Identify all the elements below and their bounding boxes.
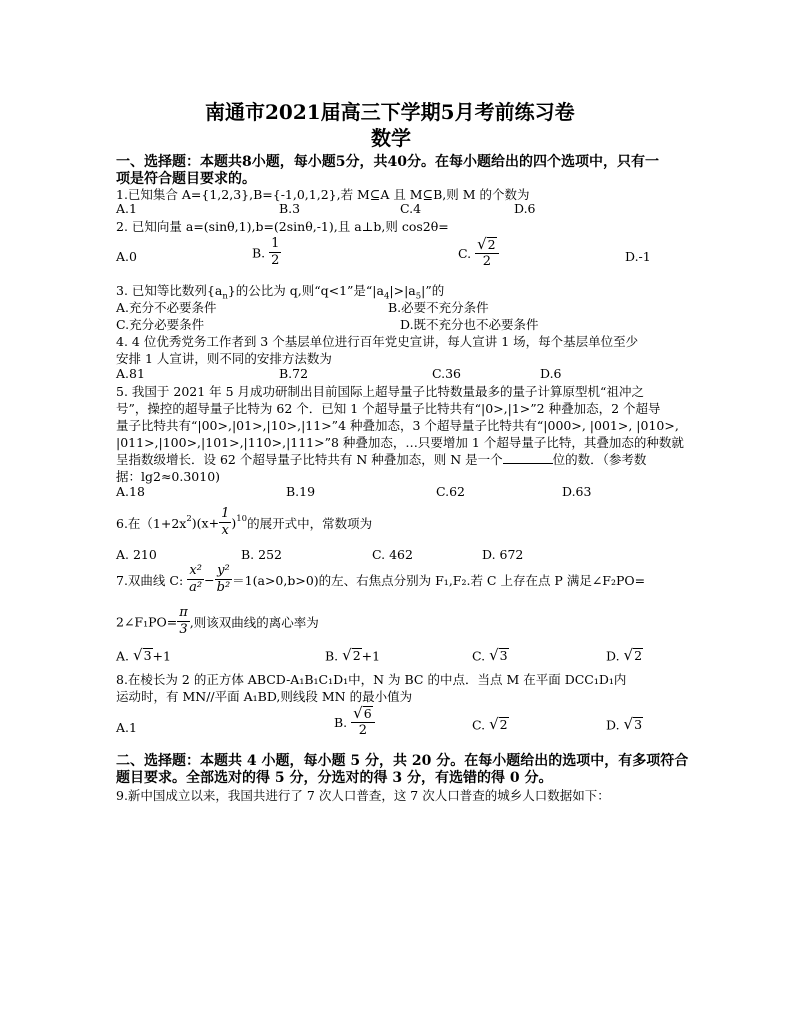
sqrt-icon: √ (489, 715, 499, 734)
question-8-line2: 运动时，有 MN//平面 A₁BD,则线段 MN 的最小值为 (116, 689, 413, 704)
q6-option-d: D. 672 (482, 547, 524, 562)
q5-option-c: C.62 (436, 484, 465, 499)
q7-fraction-pi: $\frac{\pi}{3}$ (179, 605, 188, 638)
question-5-line5: 呈指数级增长．设 62 个超导量子比特共有 N 种叠加态，则 N 是一个 位的数．（参考数 (116, 452, 647, 467)
fraction-denominator: 2 (482, 254, 491, 270)
question-6: 6.在$(1+2x^2)(x+$ $\frac{1}{x}$ )$^{10}$的展开式中，常数项为 (116, 506, 373, 539)
question-4-line2: 安排 1 人宣讲，则不同的安排方法数为 (116, 351, 332, 366)
q8-option-d: D. √ 3 (606, 715, 643, 734)
question-5-line2: 号”，操控的超导量子比特为 62 个．已知 1 个超导量子比特共有“|0>,|1>”2 种叠加态，2 个超导 (116, 401, 661, 416)
q4-option-c: C.36 (432, 366, 461, 381)
section2-heading-line2: 题目要求。全部选对的得 5 分，分选对的得 3 分，有选错的得 0 分。 (116, 770, 553, 786)
sqrt-icon: √ (342, 646, 352, 665)
q4-option-a: A.81 (116, 366, 145, 381)
sqrt-icon: √ (623, 646, 634, 665)
question-7-line1: 7.双曲线 C: $\frac{\text{x²}}{\text{a²}}$ − $\frac{\text{y²}}{\text{b²}}$ ＝1(a>0,b>0)的左、右焦点分别为 F₁,F₂.若 C 上存在点 P 满足∠F₂PO= (116, 563, 646, 596)
q5-option-a: A.18 (116, 484, 145, 499)
question-1: 1.已知集合 A={1,2,3},B={-1,0,1,2},若 M⊆A 且 M⊆B,则 M 的个数为 (116, 187, 530, 202)
q3-option-a: A.充分不必要条件 (116, 300, 217, 315)
q8-option-c: C. √ 2 (472, 715, 508, 734)
q6-option-a: A. 210 (116, 547, 157, 562)
q7-option-d: D. √ 2 (606, 646, 643, 665)
q2-option-c (458, 237, 499, 270)
question-7-line2: 2∠F₁PO= $\frac{\pi}{3}$ ,则该双曲线的离心率为 (116, 605, 319, 638)
q8-option-b: B. √ 6 2 (334, 706, 375, 739)
q1-option-b: B.3 (279, 201, 301, 216)
sqrt-icon: √ (489, 646, 499, 665)
sqrt-icon: √ (133, 646, 143, 665)
q2-option-b-label: B. (252, 245, 266, 261)
q1-option-d: D.6 (514, 201, 536, 216)
q8-option-b-fraction: √ 6 2 (351, 706, 375, 739)
q6-option-b: B. 252 (241, 547, 282, 562)
question-5-line4: |011>,|100>,|101>,|110>,|111>”8 种叠加态，…只要增加 1 个超导量子比特，其叠加态的种数就 (116, 435, 684, 450)
q7-fraction-y: $\frac{\text{y²}}{\text{b²}}$ (216, 563, 231, 596)
q3-option-b: B.必要不充分条件 (388, 300, 489, 315)
question-5-line1: 5. 我国于 2021 年 5 月成功研制出目前国际上超导量子比特数量最多的量子计算原型机“祖冲之 (116, 384, 644, 399)
q2-option-c-label: C. (458, 245, 472, 261)
q3-option-d: D.既不充分也不必要条件 (400, 317, 539, 332)
sqrt-icon: √ (623, 715, 634, 734)
answer-blank (503, 451, 553, 464)
q1-option-c: C.4 (400, 201, 422, 216)
q2-option-b-fraction (269, 237, 281, 269)
question-5-line6: 据：lg2≈0.3010) (116, 469, 221, 484)
q5-option-d: D.63 (562, 484, 592, 499)
q5-option-b: B.19 (286, 484, 316, 499)
section1-heading-line2: 项是符合题目要求的。 (116, 171, 256, 187)
q2-option-b (252, 237, 281, 269)
exam-title: 南通市2021届高三下学期5月考前练习卷 (205, 100, 575, 124)
q6-fraction: $\frac{1}{x}$ (221, 506, 230, 539)
sqrt-numerator: √ 2 (477, 235, 496, 254)
fraction-denominator: 2 (271, 253, 280, 269)
q7-option-a: A. √ 3 +1 (116, 646, 171, 665)
q2-option-a: A.0 (116, 249, 137, 264)
section1-heading-line1: 一、选择题：本题共8小题，每小题5分，共40分。在每小题给出的四个选项中，只有一 (116, 154, 659, 170)
q2-option-c-fraction (475, 237, 499, 270)
q7-option-b: B. √ 2 +1 (325, 646, 381, 665)
section2-heading-line1: 二、选择题：本题共 4 小题，每小题 5 分，共 20 分。在每小题给出的选项中，有多项符合 (116, 753, 689, 769)
sqrt-icon: √ (477, 235, 487, 254)
q1-option-a: A.1 (116, 201, 137, 216)
q6-option-c: C. 462 (372, 547, 413, 562)
q8-option-a: A.1 (116, 720, 137, 735)
question-2: 2. 已知向量 a=(sinθ,1),b=(2sinθ,-1),且 a⊥b,则 cos2θ= (116, 219, 449, 234)
question-5-line3: 量子比特共有“|00>,|01>,|10>,|11>”4 种叠加态，3 个超导量子比特共有“|000>, |001>, |010>, (116, 418, 679, 433)
q7-option-c: C. √ 3 (472, 646, 508, 665)
q7-fraction-x: $\frac{\text{x²}}{\text{a²}}$ (189, 563, 203, 596)
question-8-line1: 8.在棱长为 2 的正方体 ABCD-A₁B₁C₁D₁中，N 为 BC 的中点．当点 M 在平面 DCC₁D₁内 (116, 672, 627, 687)
sqrt-icon: √ (353, 704, 363, 723)
question-4-line1: 4. 4 位优秀党务工作者到 3 个基层单位进行百年党史宣讲，每人宣讲 1 场，每个基层单位至少 (116, 334, 639, 349)
question-3: 3. 已知等比数列$\{a_n\}$的公比为 q,则“q<1”是“$|a_4|>|a_5|$”的 (116, 283, 445, 302)
q4-option-d: D.6 (540, 366, 562, 381)
exam-subject: 数学 (371, 126, 411, 150)
question-9: 9.新中国成立以来，我国共进行了 7 次人口普查，这 7 次人口普查的城乡人口数据如下： (116, 788, 610, 803)
q4-option-b: B.72 (279, 366, 309, 381)
q2-option-d: D.-1 (625, 249, 651, 264)
fraction-numerator: 1 (271, 236, 280, 251)
q3-option-c: C.充分必要条件 (116, 317, 205, 332)
